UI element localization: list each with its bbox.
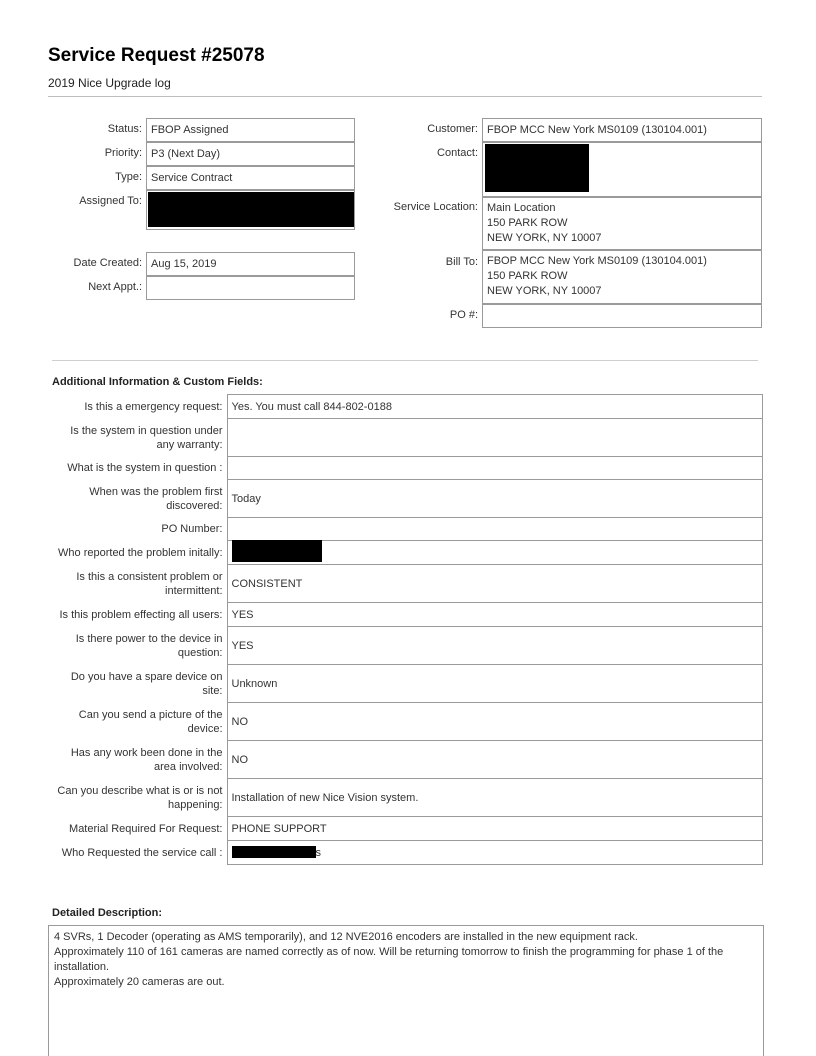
bill-to-line-3: NEW YORK, NY 10007 <box>487 285 602 297</box>
po-value <box>483 305 761 313</box>
question-cell: PO Number: <box>161 523 223 535</box>
answer-cell <box>227 457 763 480</box>
question-cell: Who Requested the service call : <box>61 846 223 859</box>
redaction-block <box>232 540 322 562</box>
po-label: PO #: <box>449 309 478 321</box>
answer-cell: PHONE SUPPORT <box>227 817 763 841</box>
description-line-3: Approximately 20 cameras are out. <box>54 976 225 988</box>
redaction-block <box>485 144 589 192</box>
date-created-value: Aug 15, 2019 <box>151 258 217 270</box>
table-row <box>52 419 763 457</box>
table-row <box>52 741 763 779</box>
table-row <box>52 841 763 865</box>
service-location-label: Service Location: <box>393 201 478 213</box>
service-location-field <box>482 197 762 250</box>
next-appt-label: Next Appt.: <box>88 281 142 293</box>
additional-info-heading: Additional Information & Custom Fields: <box>52 376 263 388</box>
description-box <box>48 925 764 1056</box>
date-created-label: Date Created: <box>73 257 142 269</box>
next-appt-field <box>146 276 355 300</box>
question-cell: Is this a emergency request: <box>84 400 223 413</box>
answer-cell <box>227 541 763 565</box>
redaction-block <box>232 846 316 858</box>
table-row <box>52 603 763 627</box>
table-row <box>52 518 763 541</box>
customer-label: Customer: <box>427 123 478 135</box>
service-location-line-3: NEW YORK, NY 10007 <box>487 232 602 244</box>
question-cell: Can you describe what is or is not happening: <box>57 784 223 811</box>
answer-text: s <box>315 846 321 859</box>
table-row <box>52 817 763 841</box>
table-row <box>52 395 763 419</box>
bill-to-label: Bill To: <box>445 256 478 268</box>
status-field <box>146 118 355 142</box>
bill-to-line-2: 150 PARK ROW <box>487 270 568 282</box>
answer-cell: YES <box>227 603 763 627</box>
priority-value: P3 (Next Day) <box>151 148 221 160</box>
table-row <box>52 541 763 565</box>
date-created-field <box>146 252 355 276</box>
description-line-2: Approximately 110 of 161 cameras are named correctly as of now. Will be returning tomorrow to finish the programming for phase 1 of the installation. <box>54 946 724 973</box>
service-location-line-2: 150 PARK ROW <box>487 217 568 229</box>
answer-cell: Unknown <box>227 665 763 703</box>
assigned-to-field <box>146 190 355 230</box>
question-cell: Has any work been done in the area involved: <box>70 746 223 773</box>
description-line-1: 4 SVRs, 1 Decoder (operating as AMS temporarily), and 12 NVE2016 encoders are installed in the new equipment rack. <box>54 931 638 943</box>
bill-to-line-1: FBOP MCC New York MS0109 (130104.001) <box>487 255 707 267</box>
status-label: Status: <box>107 123 142 135</box>
table-row <box>52 457 763 480</box>
service-location-line-1: Main Location <box>487 202 556 214</box>
priority-label: Priority: <box>104 147 142 159</box>
answer-cell: NO <box>227 741 763 779</box>
question-cell: Who reported the problem initally: <box>58 546 223 559</box>
table-row <box>52 779 763 817</box>
table-row <box>52 665 763 703</box>
contact-label: Contact: <box>437 147 478 159</box>
answer-cell <box>227 841 763 865</box>
answer-cell: Yes. You must call 844-802-0188 <box>227 395 763 419</box>
answer-cell: Today <box>227 480 763 518</box>
answer-cell: YES <box>227 627 763 665</box>
type-label: Type: <box>115 171 142 183</box>
header-divider <box>48 96 762 97</box>
question-cell: Is the system in question under any warranty: <box>70 424 223 451</box>
question-cell: Do you have a spare device on site: <box>70 670 223 697</box>
additional-info-table <box>52 394 763 865</box>
priority-field <box>146 142 355 166</box>
answer-cell: NO <box>227 703 763 741</box>
answer-cell: Installation of new Nice Vision system. <box>227 779 763 817</box>
page-subtitle: 2019 Nice Upgrade log <box>48 76 171 90</box>
question-cell: What is the system in question : <box>67 462 223 474</box>
redaction-block <box>148 192 354 227</box>
question-cell: When was the problem first discovered: <box>89 485 223 512</box>
bill-to-field <box>482 250 762 304</box>
type-value: Service Contract <box>151 172 233 184</box>
table-row <box>52 703 763 741</box>
description-heading: Detailed Description: <box>52 907 163 919</box>
type-field <box>146 166 355 190</box>
next-appt-value <box>147 277 354 285</box>
answer-cell: CONSISTENT <box>227 565 763 603</box>
assigned-to-label: Assigned To: <box>79 195 142 207</box>
contact-field <box>482 142 762 197</box>
answer-cell <box>227 419 763 457</box>
page-title: Service Request #25078 <box>48 45 265 66</box>
customer-field <box>482 118 762 142</box>
status-value: FBOP Assigned <box>151 124 229 136</box>
question-cell: Is this problem effecting all users: <box>59 608 223 621</box>
question-cell: Material Required For Request: <box>69 822 223 835</box>
question-cell: Can you send a picture of the device: <box>78 708 223 735</box>
question-cell: Is there power to the device in question: <box>75 632 223 659</box>
po-field <box>482 304 762 328</box>
section-divider <box>52 360 758 361</box>
table-row <box>52 565 763 603</box>
table-row <box>52 480 763 518</box>
table-row <box>52 627 763 665</box>
question-cell: Is this a consistent problem or intermittent: <box>76 570 223 597</box>
answer-cell <box>227 518 763 541</box>
customer-value: FBOP MCC New York MS0109 (130104.001) <box>487 124 707 136</box>
